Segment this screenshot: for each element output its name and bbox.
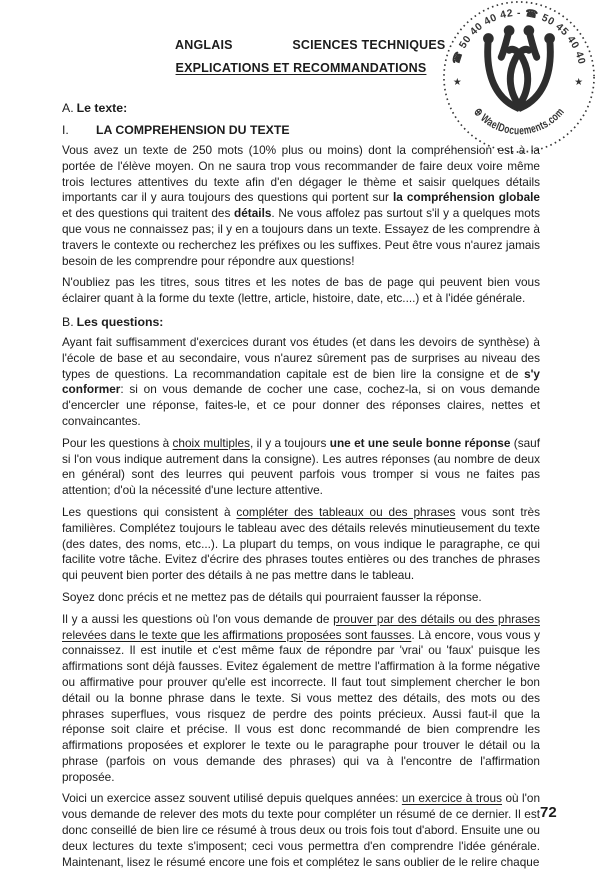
paragraph-6 bbox=[62, 590, 540, 606]
text-run: N'oubliez pas les titres, sous titres et les notes de bas de page qui peuvent bien vous éclairer quant à la forme du texte (lettre, article, histoire, date, etc....) et à l'idée générale. bbox=[62, 275, 540, 306]
paragraph-2 bbox=[62, 275, 540, 307]
heading-prefix: A. bbox=[62, 101, 74, 115]
page-number: 72 bbox=[540, 804, 557, 821]
header-subject-left: ANGLAIS bbox=[175, 38, 233, 52]
text-run: Pour les questions à bbox=[62, 435, 173, 450]
document-body bbox=[62, 38, 540, 870]
text-run: choix multiples bbox=[172, 435, 250, 450]
text-run: (sauf si l'on vous indique autrement dans la consigne). Les autres réponses (au nombre de deux en général) sont des leurres qui peuvent parfois vous tromper si vous ne faites pas attention; d'où la nécessité d'une lecture attentive. bbox=[62, 435, 541, 498]
section-heading-a bbox=[62, 101, 540, 115]
text-run: . Ne vous affolez pas surtout s'il y a quelques mots que vous ne connaissez pas; il y en a toujours dans un texte. Essayez de les comprendre à travers le contexte ou recherchez les préfixes ou les suffixes. Peut être vous n'aurez jamais besoin de les comprendre pour répondre aux questions! bbox=[62, 206, 541, 268]
paragraph-3 bbox=[62, 335, 540, 430]
text-run: Ayant fait suffisamment d'exercices durant vos études (et dans les devoirs de synthèse) à l'école de base et au secondaire, vous n'aurez sûrement pas de surprises au niveau des types de questions. La recommandation capitale est de bien lire la consigne et de bbox=[62, 334, 540, 381]
paragraph-5 bbox=[62, 505, 540, 584]
text-run: prouver par des détails ou des phrases relevées dans le texte que les affirmations proposées sont fausses bbox=[62, 611, 540, 642]
paragraph-8 bbox=[62, 791, 540, 870]
text-run: où l'on vous demande de relever des mots du texte pour compléter un résumé de ce dernier. Il est donc conseillé de bien lire ce résumé à trous deux ou trois fois tout d'abord. Ensuite une ou deux lectures du texte s'imposent; ceci vous permettra d'en comprendre l'idée générale. Maintenant, lisez le résumé encore une fois et complétez le sans oublier de le relire chaque bbox=[62, 791, 541, 869]
text-run: une et une seule bonne réponse bbox=[329, 435, 511, 450]
text-run: Les questions qui consistent à bbox=[62, 504, 237, 519]
text-run: Il y a aussi les questions où l'on vous demande de bbox=[62, 611, 334, 626]
header-subject-right: SCIENCES TECHNIQUES bbox=[292, 38, 446, 52]
text-run: s'y conformer bbox=[62, 366, 540, 397]
text-run: compléter des tableaux ou des phrases bbox=[236, 504, 456, 519]
star-icon-right: ★ bbox=[574, 76, 584, 88]
heading-prefix: I. bbox=[62, 123, 69, 137]
text-run: un exercice à trous bbox=[401, 791, 503, 806]
heading-label: Les questions: bbox=[76, 314, 164, 329]
text-run: et des questions qui traitent des bbox=[62, 206, 235, 221]
text-run: : si on vous demande de cocher une case, cochez-la, si on vous demande d'encercler une réponse, faites-le, et ce pour donner des réponses claires, nettes et convaincantes. bbox=[62, 382, 540, 428]
heading-prefix: B. bbox=[62, 314, 74, 329]
paragraph-7 bbox=[62, 612, 540, 786]
section-heading-b bbox=[62, 315, 540, 329]
heading-label: Le texte: bbox=[76, 101, 128, 115]
document-title bbox=[62, 61, 540, 75]
text-run: , il y a toujours bbox=[249, 435, 330, 450]
text-run: . Là encore, vous vous y connaissez. Il est inutile et c'est même faux de répondre par 'vrai' ou 'faux' puisque les affirmations sont déjà fausses. Evitez également de mettre l'affirmation à la forme négative ou affirmative pour prouver qu'elle est incorrecte. Il faut tout simplement chercher le bon détail ou la bonne phrase dans le texte. Si vous mettez des détails, des mots ou des phrases superflues, vous risquez de perdre des points précieux. Aussi faut-il que la réponse soit claire et précise. Il vous est donc recommandé de bien comprendre les affirmations proposées et explorer le texte ou le paragraphe pour trouver le détail ou la phrase (parfois on vous demande des phrases) qui va à l'encontre de l'affirmation proposée. bbox=[62, 627, 540, 784]
text-run: détails bbox=[234, 206, 272, 221]
paragraph-1 bbox=[62, 143, 540, 269]
text-run: Voici un exercice assez souvent utilisé depuis quelques années: bbox=[62, 791, 402, 806]
text-run: la compréhension globale bbox=[392, 190, 540, 205]
heading-label: LA COMPREHENSION DU TEXTE bbox=[96, 123, 290, 137]
text-run: vous sont très familières. Complétez toujours le tableau avec des détails relevés minutieusement du texte (des dates, des noms, etc...). La plupart du temps, on vous indique le paragraphe, ce qui facilite votre tâche. Evitez d'écrire des phrases toutes entières ou des tranches de phrases qui peuvent bien porter des détails à ne pas mettre dans le tableau. bbox=[62, 504, 541, 583]
star-icon-left: ★ bbox=[452, 76, 462, 88]
text-run: Soyez donc précis et ne mettez pas de détails qui pourraient fausser la réponse. bbox=[62, 589, 482, 604]
document-header bbox=[62, 38, 540, 52]
globe-icon: ⊕ WaelDocuements.com bbox=[471, 103, 569, 138]
paragraph-4 bbox=[62, 436, 540, 499]
phone-icon: ☎ 50 40 40 42 - ☎ 50 45 40 40 bbox=[450, 7, 587, 66]
text-run: Vous avez un texte de 250 mots (10% plus ou moins) dont la compréhension est à la portée de l'élève moyen. On ne saura trop vous recommander de faire deux voire même trois lectures attentives du texte afin d'en dégager le thème et saisir quelques détails importants car il y aura toujours des questions qui portent sur bbox=[62, 143, 540, 205]
document-title-text: EXPLICATIONS ET RECOMMANDATIONS bbox=[175, 61, 427, 75]
section-heading-roman-i bbox=[62, 123, 540, 137]
